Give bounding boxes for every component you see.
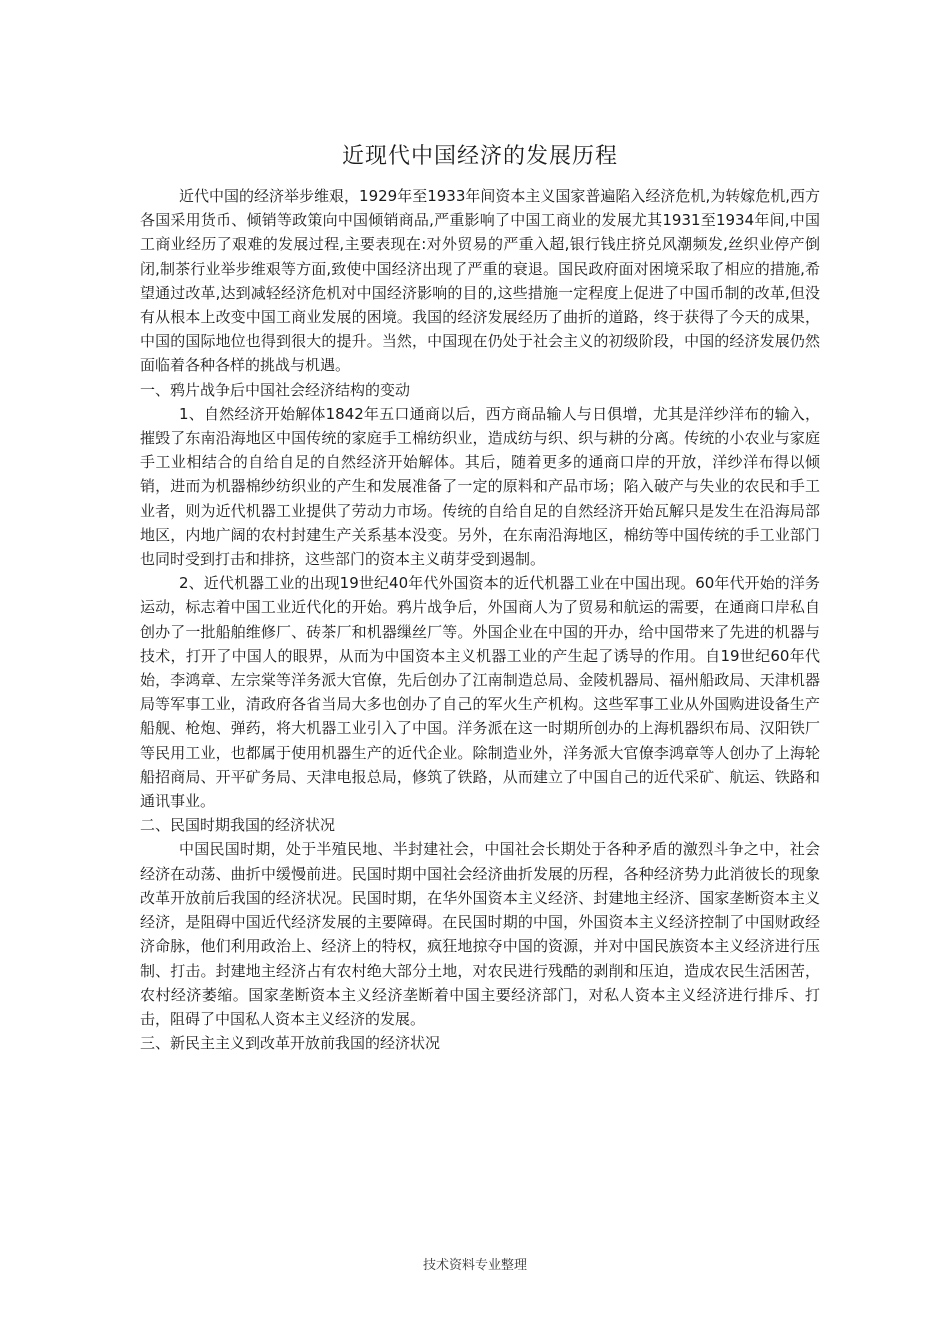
document-title: 近现代中国经济的发展历程: [341, 144, 618, 169]
document-body: [140, 140, 820, 1055]
section-1-paragraph-2: 2、近代机器工业的出现19世纪40年代外国资本的近代机器工业在中国出现。60年代开始的洋务运动，标志着中国工业近代化的开始。鸦片战争后，外国商人为了贸易和航运的需要，在通商口岸私自创办了一批船舶维修厂、砖茶厂和机器缫丝厂等。外国企业在中国的开办，给中国带来了先进的机器与技术，打开了中国人的眼界，从而为中国资本主义机器工业的产生起了诱导的作用。自19世纪60年代始，李鸿章、左宗棠等洋务派大官僚，先后创办了江南制造总局、金陵机器局、福州船政局、天津机器局等军事工业，清政府各省当局大多也创办了自己的军火生产机构。这些军事工业从外国购进设备生产船舰、枪炮、弹药，将大机器工业引入了中国。洋务派在这一时期所创办的上海机器织布局、汉阳铁厂等民用工业，也都属于使用机器生产的近代企业。除制造业外，洋务派大官僚李鸿章等人创办了上海轮船招商局、开平矿务局、天津电报总局，修筑了铁路，从而建立了中国自己的近代采矿、航运、铁路和通讯事业。: [140, 574, 820, 811]
section-2-heading: 二、民国时期我国的经济状况: [140, 816, 336, 835]
page-footer: 技术资料专业整理: [422, 1258, 527, 1273]
section-1-paragraph-1: 1、自然经济开始解体1842年五口通商以后，西方商品输人与日俱增，尤其是洋纱洋布的输入，摧毁了东南沿海地区中国传统的家庭手工棉纺织业，造成纺与织、织与耕的分离。传统的小农业与家庭手工业相结合的自给自足的自然经济开始解体。其后，随着更多的通商口岸的开放，洋纱洋布得以倾销，进而为机器棉纱纺织业的产生和发展准备了一定的原料和产品市场；陷入破产与失业的农民和手工业者，则为近代机器工业提供了劳动力市场。传统的自给自足的自然经济开始瓦解只是发生在沿海局部地区，内地广阔的农村封建生产关系基本没变。另外，在东南沿海地区，棉纺等中国传统的手工业部门也同时受到打击和排挤，这些部门的资本主义萌芽受到遏制。: [140, 404, 820, 569]
section-2-paragraph-1: 中国民国时期，处于半殖民地、半封建社会，中国社会长期处于各种矛盾的激烈斗争之中，社会经济在动荡、曲折中缓慢前进。民国时期中国社会经济曲折发展的历程，各种经济势力此消彼长的现象改革开放前后我国的经济状况。民国时期，在华外国资本主义经济、封建地主经济、国家垄断资本主义经济，是阻碍中国近代经济发展的主要障碍。在民国时期的中国，外国资本主义经济控制了中国财政经济命脉，他们利用政治上、经济上的特权，疯狂地掠夺中国的资源，并对中国民族资本主义经济进行压制、打击。封建地主经济占有农村绝大部分土地，对农民进行残酷的剥削和压迫，造成农民生活困苦，农村经济萎缩。国家垄断资本主义经济垄断着中国主要经济部门，对私人资本主义经济进行排斥、打击，阻碍了中国私人资本主义经济的发展。: [140, 840, 820, 1028]
intro-paragraph: 近代中国的经济举步维艰，1929年至1933年间资本主义国家普遍陷入经济危机,为转嫁危机,西方各国采用货币、倾销等政策向中国倾销商品,严重影响了中国工商业的发展尤其1931至1934年间,中国工商业经历了艰难的发展过程,主要表现在:对外贸易的严重入超,银行钱庄挤兑风潮频发,丝织业停产倒闭,制茶行业举步维艰等方面,致使中国经济出现了严重的衰退。国民政府面对困境采取了相应的措施,希望通过改革,达到减轻经济危机对中国经济影响的目的,这些措施一定程度上促进了中国币制的改革,但没有从根本上改变中国工商业发展的困境。我国的经济发展经历了曲折的道路，终于获得了今天的成果，中国的国际地位也得到很大的提升。当然，中国现在仍处于社会主义的初级阶段，中国的经济发展仍然面临着各种各样的挑战与机遇。: [140, 187, 820, 375]
section-3-heading: 三、新民主主义到改革开放前我国的经济状况: [140, 1034, 441, 1053]
section-1-heading: 一、鸦片战争后中国社会经济结构的变动: [140, 380, 411, 399]
